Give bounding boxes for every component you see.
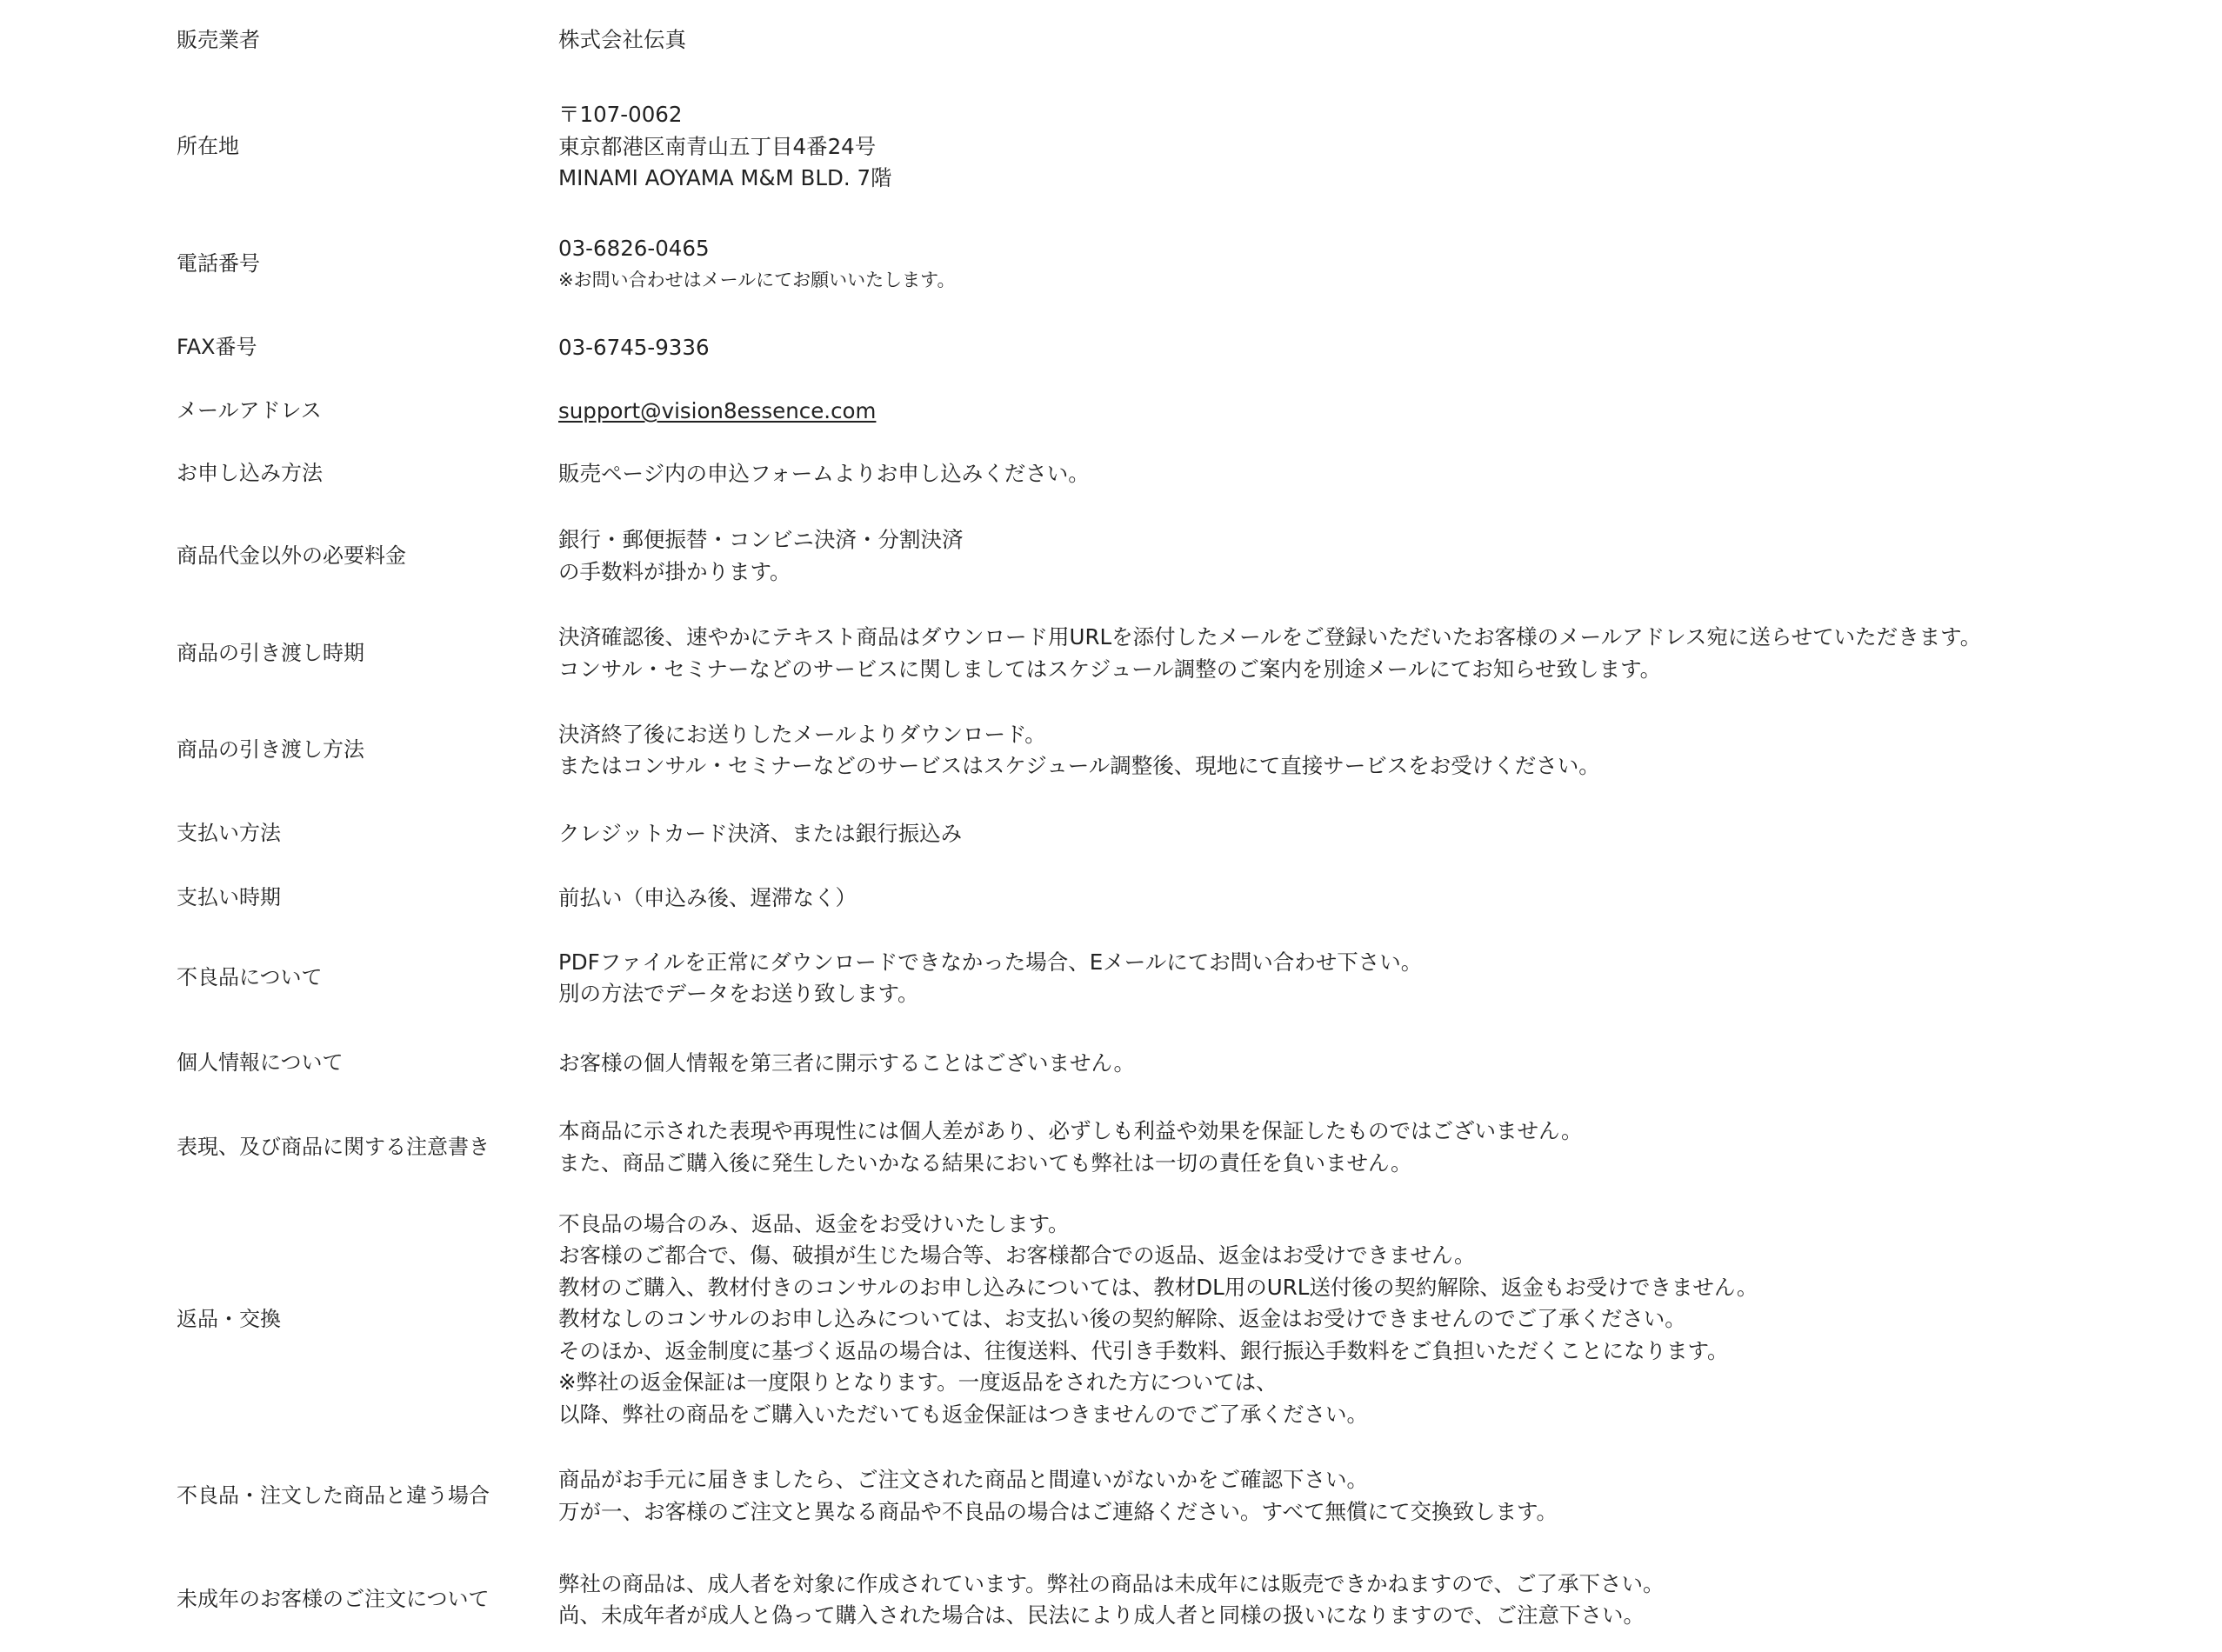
value-line: MINAMI AOYAMA M&M BLD. 7階 [558, 165, 892, 191]
row-label: 電話番号 [177, 251, 260, 276]
value-line: PDFファイルを正常にダウンロードできなかった場合、Eメールにてお問い合わせ下さい。 [558, 949, 1423, 975]
row-value [558, 443, 2222, 505]
row-label: 未成年のお客様のご注文について [177, 1587, 490, 1612]
table-row-wrong-item [0, 1444, 2222, 1548]
row-label: 商品の引き渡し方法 [177, 737, 364, 763]
value-line: 株式会社伝真 [558, 27, 686, 53]
table-row-payment-timing [0, 867, 2222, 929]
value-line: 〒107-0062 [558, 102, 683, 128]
row-label: メールアドレス [177, 398, 322, 423]
value-line: また、商品ご購入後に発生したいかなる結果においても弊社は一切の責任を負いません。 [558, 1149, 1412, 1176]
table-row-delivery-method [0, 700, 2222, 801]
row-label: 販売業者 [177, 27, 260, 52]
table-row-minors [0, 1548, 2222, 1652]
row-value [558, 867, 2222, 929]
phone-number: 03-6826-0465 [558, 235, 710, 261]
row-value [558, 1027, 2222, 1100]
row-value [558, 1195, 2222, 1444]
row-value [558, 929, 2222, 1027]
email-link[interactable]: support@vision8essence.com [558, 397, 877, 423]
row-value [558, 607, 2222, 700]
phone-note: ※お問い合わせはメールにてお願いいたします。 [558, 270, 956, 290]
row-label: 不良品・注文した商品と違う場合 [177, 1482, 490, 1508]
row-value [558, 81, 2222, 213]
value-line: 万が一、お客様のご注文と異なる商品や不良品の場合はご連絡ください。すべて無償にて交換致します。 [558, 1498, 1558, 1524]
row-label: 支払い方法 [177, 821, 281, 846]
value-line: 尚、未成年者が成人と偽って購入された場合は、民法により成人者と同様の扱いになりますので、ご注意下さい。 [558, 1602, 1645, 1628]
row-value [558, 505, 2222, 607]
fax-number: 03-6745-9336 [558, 334, 710, 360]
value-line: 弊社の商品は、成人者を対象に作成されています。弊社の商品は未成年には販売できかねますので、ご了承下さい。 [558, 1570, 1665, 1596]
row-label: 商品代金以外の必要料金 [177, 543, 406, 568]
value-line: 決済終了後にお送りしたメールよりダウンロード。 [558, 721, 1046, 747]
table-row-defective [0, 929, 2222, 1027]
value-line: の手数料が掛かります。 [558, 558, 791, 584]
row-label: 商品の引き渡し時期 [177, 640, 364, 665]
value-line: 不良品の場合のみ、返品、返金をお受けいたします。 [558, 1211, 1070, 1237]
table-row-fax [0, 316, 2222, 380]
row-value [558, 213, 2222, 316]
row-value [558, 380, 2222, 443]
value-line: 銀行・郵便振替・コンビニ決済・分割決済 [558, 527, 964, 553]
row-value [558, 1444, 2222, 1548]
value-line: 本商品に示された表現や再現性には個人差があり、必ずしも利益や効果を保証したものではございません。 [558, 1118, 1583, 1144]
table-row-email [0, 380, 2222, 443]
table-row-phone [0, 213, 2222, 316]
value-line: 別の方法でデータをお送り致します。 [558, 981, 919, 1006]
value-line: 教材なしのコンサルのお申し込みについては、お支払い後の契約解除、返金はお受けできませんのでご了承ください。 [558, 1306, 1686, 1332]
value-line: クレジットカード決済、または銀行振込み [558, 820, 963, 846]
table-row-address [0, 81, 2222, 213]
row-value [558, 0, 2222, 81]
value-line: 販売ページ内の申込フォームよりお申し込みください。 [558, 460, 1090, 486]
row-value [558, 1548, 2222, 1652]
row-label: FAX番号 [177, 335, 257, 360]
table-row-privacy [0, 1027, 2222, 1100]
value-line: 以降、弊社の商品をご購入いただいても返金保証はつきませんのでご了承ください。 [558, 1401, 1368, 1427]
row-label: 個人情報について [177, 1050, 344, 1076]
row-value [558, 700, 2222, 801]
value-line: 前払い（申込み後、遅滞なく） [558, 884, 857, 910]
row-label: 表現、及び商品に関する注意書き [177, 1134, 490, 1159]
value-line: そのほか、返金制度に基づく返品の場合は、往復送料、代引き手数料、銀行振込手数料をご負担いただくことになります。 [558, 1337, 1729, 1363]
table-row-disclaimer [0, 1100, 2222, 1195]
row-label: 支払い時期 [177, 885, 281, 910]
row-label: お申し込み方法 [177, 461, 323, 486]
value-line: ※弊社の返金保証は一度限りとなります。一度返品をされた方については、 [558, 1369, 1278, 1396]
table-row-payment-method [0, 801, 2222, 867]
value-line: コンサル・セミナーなどのサービスに関しましてはスケジュール調整のご案内を別途メールにてお知らせ致します。 [558, 656, 1662, 682]
value-line: 東京都港区南青山五丁目4番24号 [558, 133, 877, 159]
table-row-returns [0, 1195, 2222, 1444]
row-value [558, 316, 2222, 380]
table-row-extra-fees [0, 505, 2222, 607]
value-line: 教材のご購入、教材付きのコンサルのお申し込みについては、教材DL用のURL送付後の契約解除、返金もお受けできません。 [558, 1274, 1758, 1300]
row-value [558, 1100, 2222, 1195]
value-line: 決済確認後、速やかにテキスト商品はダウンロード用URLを添付したメールをご登録いただいたお客様のメールアドレス宛に送らせていただきます。 [558, 624, 1982, 650]
value-line: またはコンサル・セミナーなどのサービスはスケジュール調整後、現地にて直接サービスをお受けください。 [558, 753, 1600, 778]
row-value [558, 801, 2222, 867]
value-line: お客様の個人情報を第三者に開示することはございません。 [558, 1049, 1135, 1076]
table-row-delivery-time [0, 607, 2222, 700]
table-row-application [0, 443, 2222, 505]
row-label: 所在地 [177, 134, 239, 159]
value-line: 商品がお手元に届きましたら、ご注文された商品と間違いがないかをご確認下さい。 [558, 1467, 1368, 1493]
row-label: 返品・交換 [177, 1306, 281, 1331]
table-row-seller [0, 0, 2222, 81]
row-label: 不良品について [177, 965, 323, 990]
value-line: お客様のご都合で、傷、破損が生じた場合等、お客様都合での返品、返金はお受けできません。 [558, 1242, 1476, 1269]
